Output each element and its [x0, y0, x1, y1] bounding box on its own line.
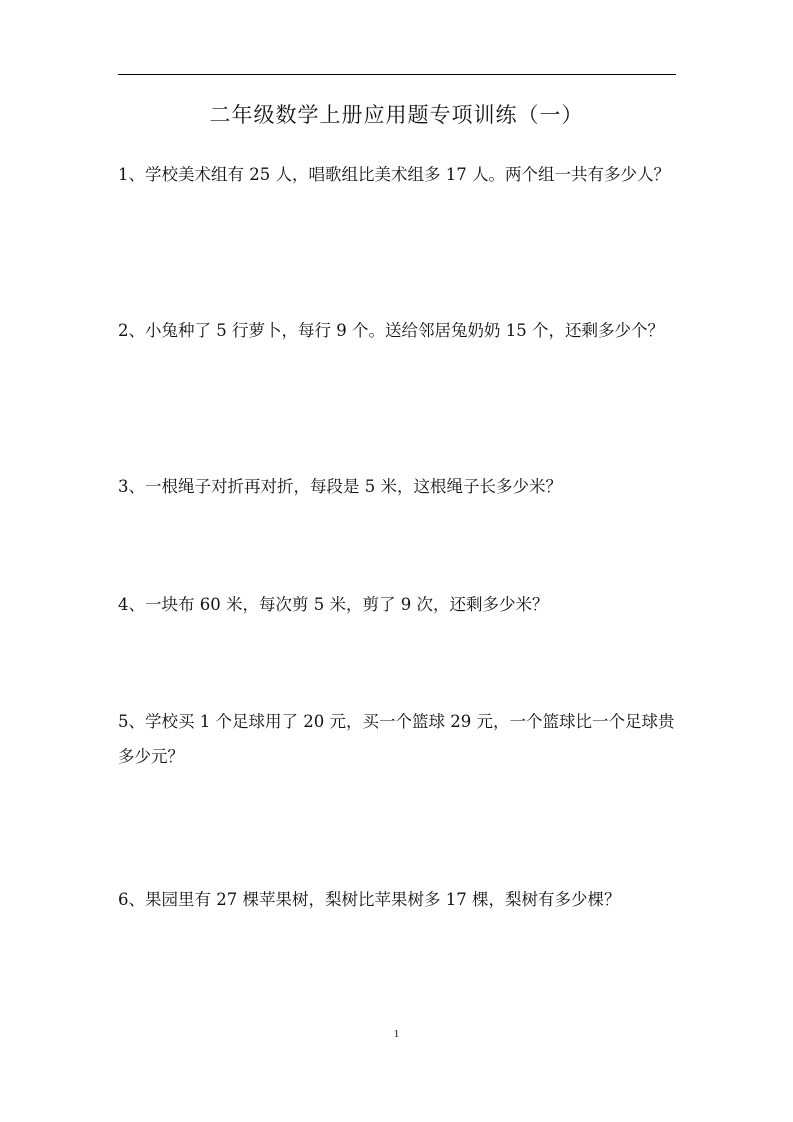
question-5: 5、学校买 1 个足球用了 20 元，买一个篮球 29 元，一个篮球比一个足球贵多少元？: [118, 712, 675, 766]
question-4: 4、一块布 60 米，每次剪 5 米，剪了 9 次，还剩多少米？: [118, 595, 549, 614]
question-6: 6、果园里有 27 棵苹果树，梨树比苹果树多 17 棵，梨树有多少棵？: [118, 890, 621, 909]
question-3: 3、一根绳子对折再对折，每段是 5 米，这根绳子长多少米？: [118, 477, 562, 496]
page-title: 二年级数学上册应用题专项训练（一）: [209, 103, 584, 127]
header-rule: [118, 74, 676, 75]
page-number: 1: [393, 1028, 400, 1040]
question-1: 1、学校美术组有 25 人，唱歌组比美术组多 17 人。两个组一共有多少人？: [118, 165, 670, 184]
question-2: 2、小兔种了 5 行萝卜，每行 9 个。送给邻居兔奶奶 15 个，还剩多少个？: [118, 321, 664, 340]
